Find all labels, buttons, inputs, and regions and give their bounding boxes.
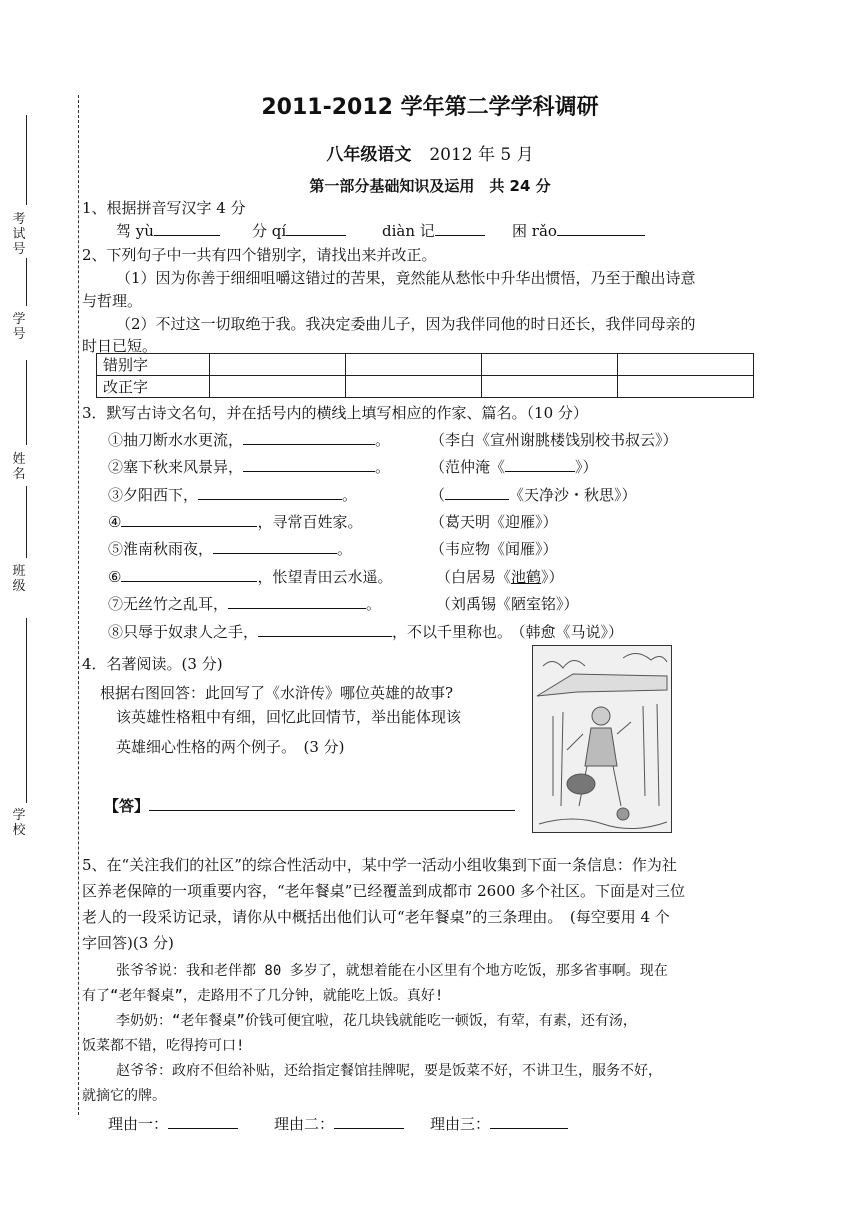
poem-line-1: ①抽刀断水水更流， 。 [108,431,391,449]
q5-stem-3: 老人的一段采访记录，请你从中概括出他们认可“老年餐桌”的三条理由。 (每空要用 4 个 [82,908,670,926]
poem-source-2: （范仲淹《 》） [430,458,598,476]
q1-item-3: diàn 记 [382,220,485,241]
q4-stem: 4．名著阅读。(3 分) [82,655,223,673]
correction-table [96,353,754,398]
answer-blank[interactable] [286,235,346,236]
answer-blank[interactable] [213,553,337,554]
answer-blank[interactable] [435,235,485,236]
poem-line-3: ③夕阳西下， 。 [108,486,358,504]
answer-blank[interactable] [149,810,515,811]
answer-cell[interactable] [210,376,346,398]
answer-blank[interactable] [490,1128,568,1129]
answer-blank[interactable] [121,526,257,527]
q5-stem-2: 区养老保障的一项重要内容，“老年餐桌”已经覆盖到成都市 2600 多个社区。下面是对三位 [82,882,686,900]
poem-source-7: （刘禹锡《陋室铭》） [436,595,579,613]
interview-zhang: 张爷爷说：我和老伴都 80 多岁了，就想着能在小区里有个地方吃饭，那多省事啊。现在 [116,963,668,979]
interview-zhang-cont: 有了“老年餐桌”，走路用不了几分钟，就能吃上饭。真好! [82,988,444,1004]
student-no-label: 学号 [12,312,26,342]
answer-cell[interactable] [618,376,754,398]
q4-prompt-3: 英雄细心性格的两个例子。 (3 分) [116,738,345,756]
poem-source-3: （ 《天净沙・秋思》） [430,486,637,504]
name-label: 姓名 [12,452,26,482]
name-line [26,360,27,445]
binding-dashed-line [78,95,79,1115]
table-header: 改正字 [97,376,210,398]
poem-line-5: ⑤淮南秋雨夜， 。 [108,540,353,558]
poem-line-4: ④ ，寻常百姓家。 [108,513,363,531]
answer-blank[interactable] [243,471,375,472]
table-row [97,354,754,376]
interview-li: 李奶奶：“老年餐桌”价钱可便宜啦，花几块钱就能吃一顿饭，有荤，有素，还有汤， [116,1013,637,1029]
poem-line-2: ②塞下秋来风景异， 。 [108,458,391,476]
answer-cell[interactable] [346,376,482,398]
subject-label: 八年级语文 [326,145,412,165]
answer-blank[interactable] [121,581,257,582]
reason-2: 理由二： [274,1113,404,1134]
q1-item-1: 驾 yù [116,220,220,241]
answer-blank[interactable] [445,499,509,500]
illustration-drawing [533,646,671,832]
q5-stem-1: 5、在“关注我们的社区”的综合性活动中，某中学一活动小组收集到下面一条信息：作为社 [82,856,677,874]
exam-subtitle [0,140,860,165]
poem-line-7: ⑦无丝竹之乱耳， 。 [108,595,382,613]
q1-item-2: 分 qí [252,220,346,241]
exam-no-label: 考试号 [12,212,26,257]
interview-zhao-cont: 就摘它的牌。 [82,1088,166,1104]
answer-blank[interactable] [557,235,645,236]
q3-stem: 3．默写古诗文名句，并在括号内的横线上填写相应的作家、篇名。（10 分） [82,404,588,422]
q1-item-4: 困 rǎo [512,220,645,241]
poem-source-4: （葛天明《迎雁》） [430,513,558,531]
exam-title: 2011-2012 学年第二学学科调研 [261,95,599,120]
poem-line-6: ⑥ ，怅望青田云水遥。 [108,568,393,586]
interview-zhao: 赵爷爷：政府不但给补贴，还给指定餐馆挂牌呢，要是饭菜不好，不讲卫生，服务不好， [116,1063,662,1079]
answer-cell[interactable] [482,354,618,376]
reason-1: 理由一： [108,1113,238,1134]
school-label: 学校 [12,808,26,838]
poem-source-1: （李白《宣州谢朓楼饯别校书叔云》） [430,431,678,449]
poem-source-5: （韦应物《闻雁》） [430,540,558,558]
interview-li-cont: 饭菜都不错，吃得挎可口! [82,1038,245,1054]
answer-blank[interactable] [228,608,366,609]
reason-3: 理由三： [430,1113,568,1134]
answer-blank[interactable] [258,636,392,637]
answer-blank[interactable] [505,471,575,472]
table-row [97,376,754,398]
answer-blank[interactable] [168,1128,238,1129]
answer-blank[interactable] [334,1128,404,1129]
school-line [26,618,27,803]
poem-source-6: （白居易《池鹤》） [436,568,564,586]
answer-cell[interactable] [482,376,618,398]
class-label: 班级 [12,564,26,594]
q1-stem: 1、根据拼音写汉字 4 分 [82,199,246,217]
answer-cell[interactable] [346,354,482,376]
q2-sentence-1: （1）因为你善于细细咀嚼这错过的苦果，竟然能从愁怅中升华出惯悟，乃至于酿出诗意 [116,269,696,287]
q4-prompt-2: 该英雄性格粗中有细，回忆此回情节，举出能体现该 [116,708,462,726]
table-header: 错别字 [97,354,210,376]
water-margin-illustration [532,645,672,833]
answer-cell[interactable] [210,354,346,376]
answer-blank[interactable] [243,444,375,445]
q5-stem-4: 字回答)(3 分) [82,934,174,952]
q2-stem: 2、下列句子中一共有四个错别字，请找出来并改正。 [82,246,437,264]
q2-sentence-2-cont: 时日已短。 [82,337,158,355]
q2-sentence-1-cont: 与哲理。 [82,292,143,310]
answer-blank[interactable] [154,235,220,236]
part-heading: 第一部分基础知识及运用 共 24 分 [309,177,551,195]
q4-prompt-1: 根据右图回答：此回写了《水浒传》哪位英雄的故事? [100,684,454,702]
answer-blank[interactable] [198,499,342,500]
student-no-line [26,258,27,306]
exam-date: 2012 年 5 月 [429,145,534,165]
answer-cell[interactable] [618,354,754,376]
q4-answer: 【答】 [104,795,515,816]
poem-line-8: ⑧只辱于奴隶人之手， ，不以千里称也。 （韩愈《马说》） [108,623,624,641]
q2-sentence-2: （2）不过这一切取绝于我。我决定委曲儿子，因为我伴同他的时日还长，我伴同母亲的 [116,315,696,333]
class-line [26,486,27,558]
